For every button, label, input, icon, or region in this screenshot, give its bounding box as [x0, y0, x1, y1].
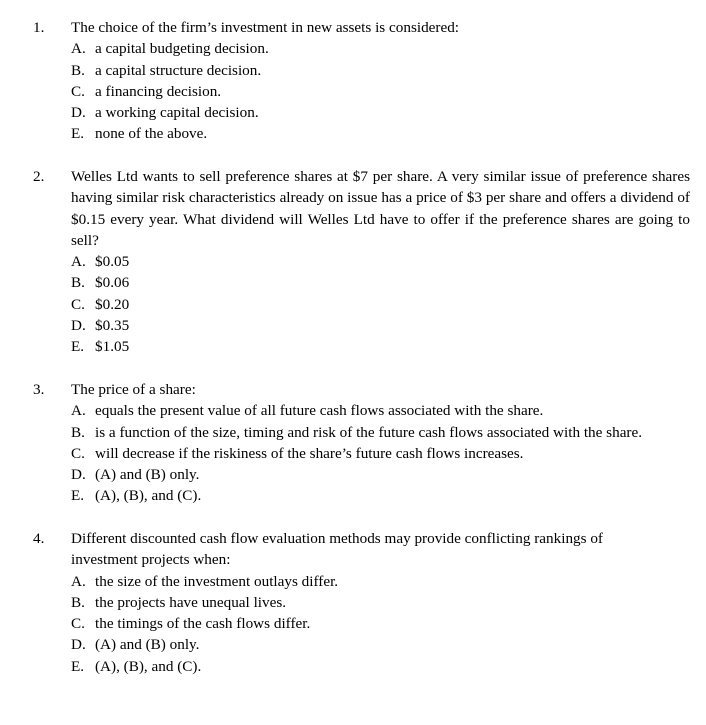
option-text: the projects have unequal lives. — [95, 593, 287, 611]
option-text: equals the present value of all future cash flows associated with the share. — [95, 402, 544, 420]
option-b — [71, 592, 691, 613]
option-letter: A. — [71, 253, 86, 271]
option-text: (A), (B), and (C). — [95, 487, 202, 505]
question-number: 2. — [33, 168, 45, 185]
option-text: will decrease if the riskiness of the share’s future cash flows increases. — [95, 444, 524, 462]
option-letter: C. — [71, 295, 85, 313]
question-body — [71, 379, 691, 507]
option-a — [71, 400, 691, 421]
option-text: $0.20 — [95, 295, 130, 313]
option-text: $0.06 — [95, 274, 130, 292]
option-e — [71, 656, 691, 677]
question-stem: Different discounted cash flow evaluation methods may provide conflicting rankings of investment projects when: — [71, 530, 603, 569]
option-text: $0.35 — [95, 317, 130, 335]
option-c — [71, 294, 691, 315]
option-c — [71, 613, 691, 634]
question-body — [71, 528, 691, 677]
option-letter: C. — [71, 615, 85, 633]
option-a — [71, 571, 691, 592]
option-text: is a function of the size, timing and risk of the future cash flows associated with the share. — [95, 423, 643, 441]
question-number: 3. — [33, 381, 45, 398]
option-letter: D. — [71, 317, 86, 335]
option-text: a capital structure decision. — [95, 61, 262, 79]
option-letter: E. — [71, 338, 85, 356]
option-letter: B. — [71, 423, 85, 441]
option-text: $0.05 — [95, 253, 130, 271]
option-letter: B. — [71, 61, 85, 79]
option-c — [71, 443, 691, 464]
option-b — [71, 422, 691, 443]
option-e — [71, 336, 691, 357]
option-list — [71, 38, 691, 144]
question-stem: Welles Ltd wants to sell preference shares at $7 per share. A very similar issue of preference shares having similar risk characteristics already on issue has a price of $3 per share and offers a dividend of $0.15 every year. What dividend will Welles Ltd have to offer if the preference shares are going to sell? — [71, 168, 690, 249]
option-b — [71, 60, 691, 81]
option-letter: E. — [71, 487, 85, 505]
option-text: $1.05 — [95, 338, 130, 356]
option-text: the size of the investment outlays differ. — [95, 572, 339, 590]
option-list — [71, 400, 691, 506]
option-list — [71, 571, 691, 677]
option-list — [71, 251, 691, 357]
option-text: a working capital decision. — [95, 104, 259, 122]
option-letter: B. — [71, 593, 85, 611]
option-d — [71, 315, 691, 336]
option-letter: E. — [71, 657, 85, 675]
question-stem: The choice of the firm’s investment in new assets is considered: — [71, 19, 460, 36]
option-c — [71, 81, 691, 102]
option-e — [71, 485, 691, 506]
option-letter: D. — [71, 466, 86, 484]
option-letter: D. — [71, 636, 86, 654]
option-text: a financing decision. — [95, 82, 222, 100]
option-d — [71, 464, 691, 485]
option-a — [71, 38, 691, 59]
option-text: (A) and (B) only. — [95, 466, 200, 484]
option-text: none of the above. — [95, 125, 208, 143]
option-letter: C. — [71, 444, 85, 462]
option-letter: C. — [71, 82, 85, 100]
option-letter: A. — [71, 572, 86, 590]
option-text: a capital budgeting decision. — [95, 40, 269, 58]
option-e — [71, 123, 691, 144]
option-text: (A) and (B) only. — [95, 636, 200, 654]
option-letter: D. — [71, 104, 86, 122]
option-letter: A. — [71, 402, 86, 420]
option-letter: E. — [71, 125, 85, 143]
option-a — [71, 251, 691, 272]
question-body — [71, 17, 691, 145]
option-text: (A), (B), and (C). — [95, 657, 202, 675]
option-letter: A. — [71, 40, 86, 58]
question-body — [71, 166, 691, 358]
option-d — [71, 102, 691, 123]
question-number: 4. — [33, 530, 45, 547]
option-letter: B. — [71, 274, 85, 292]
question-stem: The price of a share: — [71, 381, 196, 398]
option-b — [71, 272, 691, 293]
option-text: the timings of the cash flows differ. — [95, 615, 311, 633]
option-d — [71, 634, 691, 655]
question-number: 1. — [33, 19, 45, 36]
